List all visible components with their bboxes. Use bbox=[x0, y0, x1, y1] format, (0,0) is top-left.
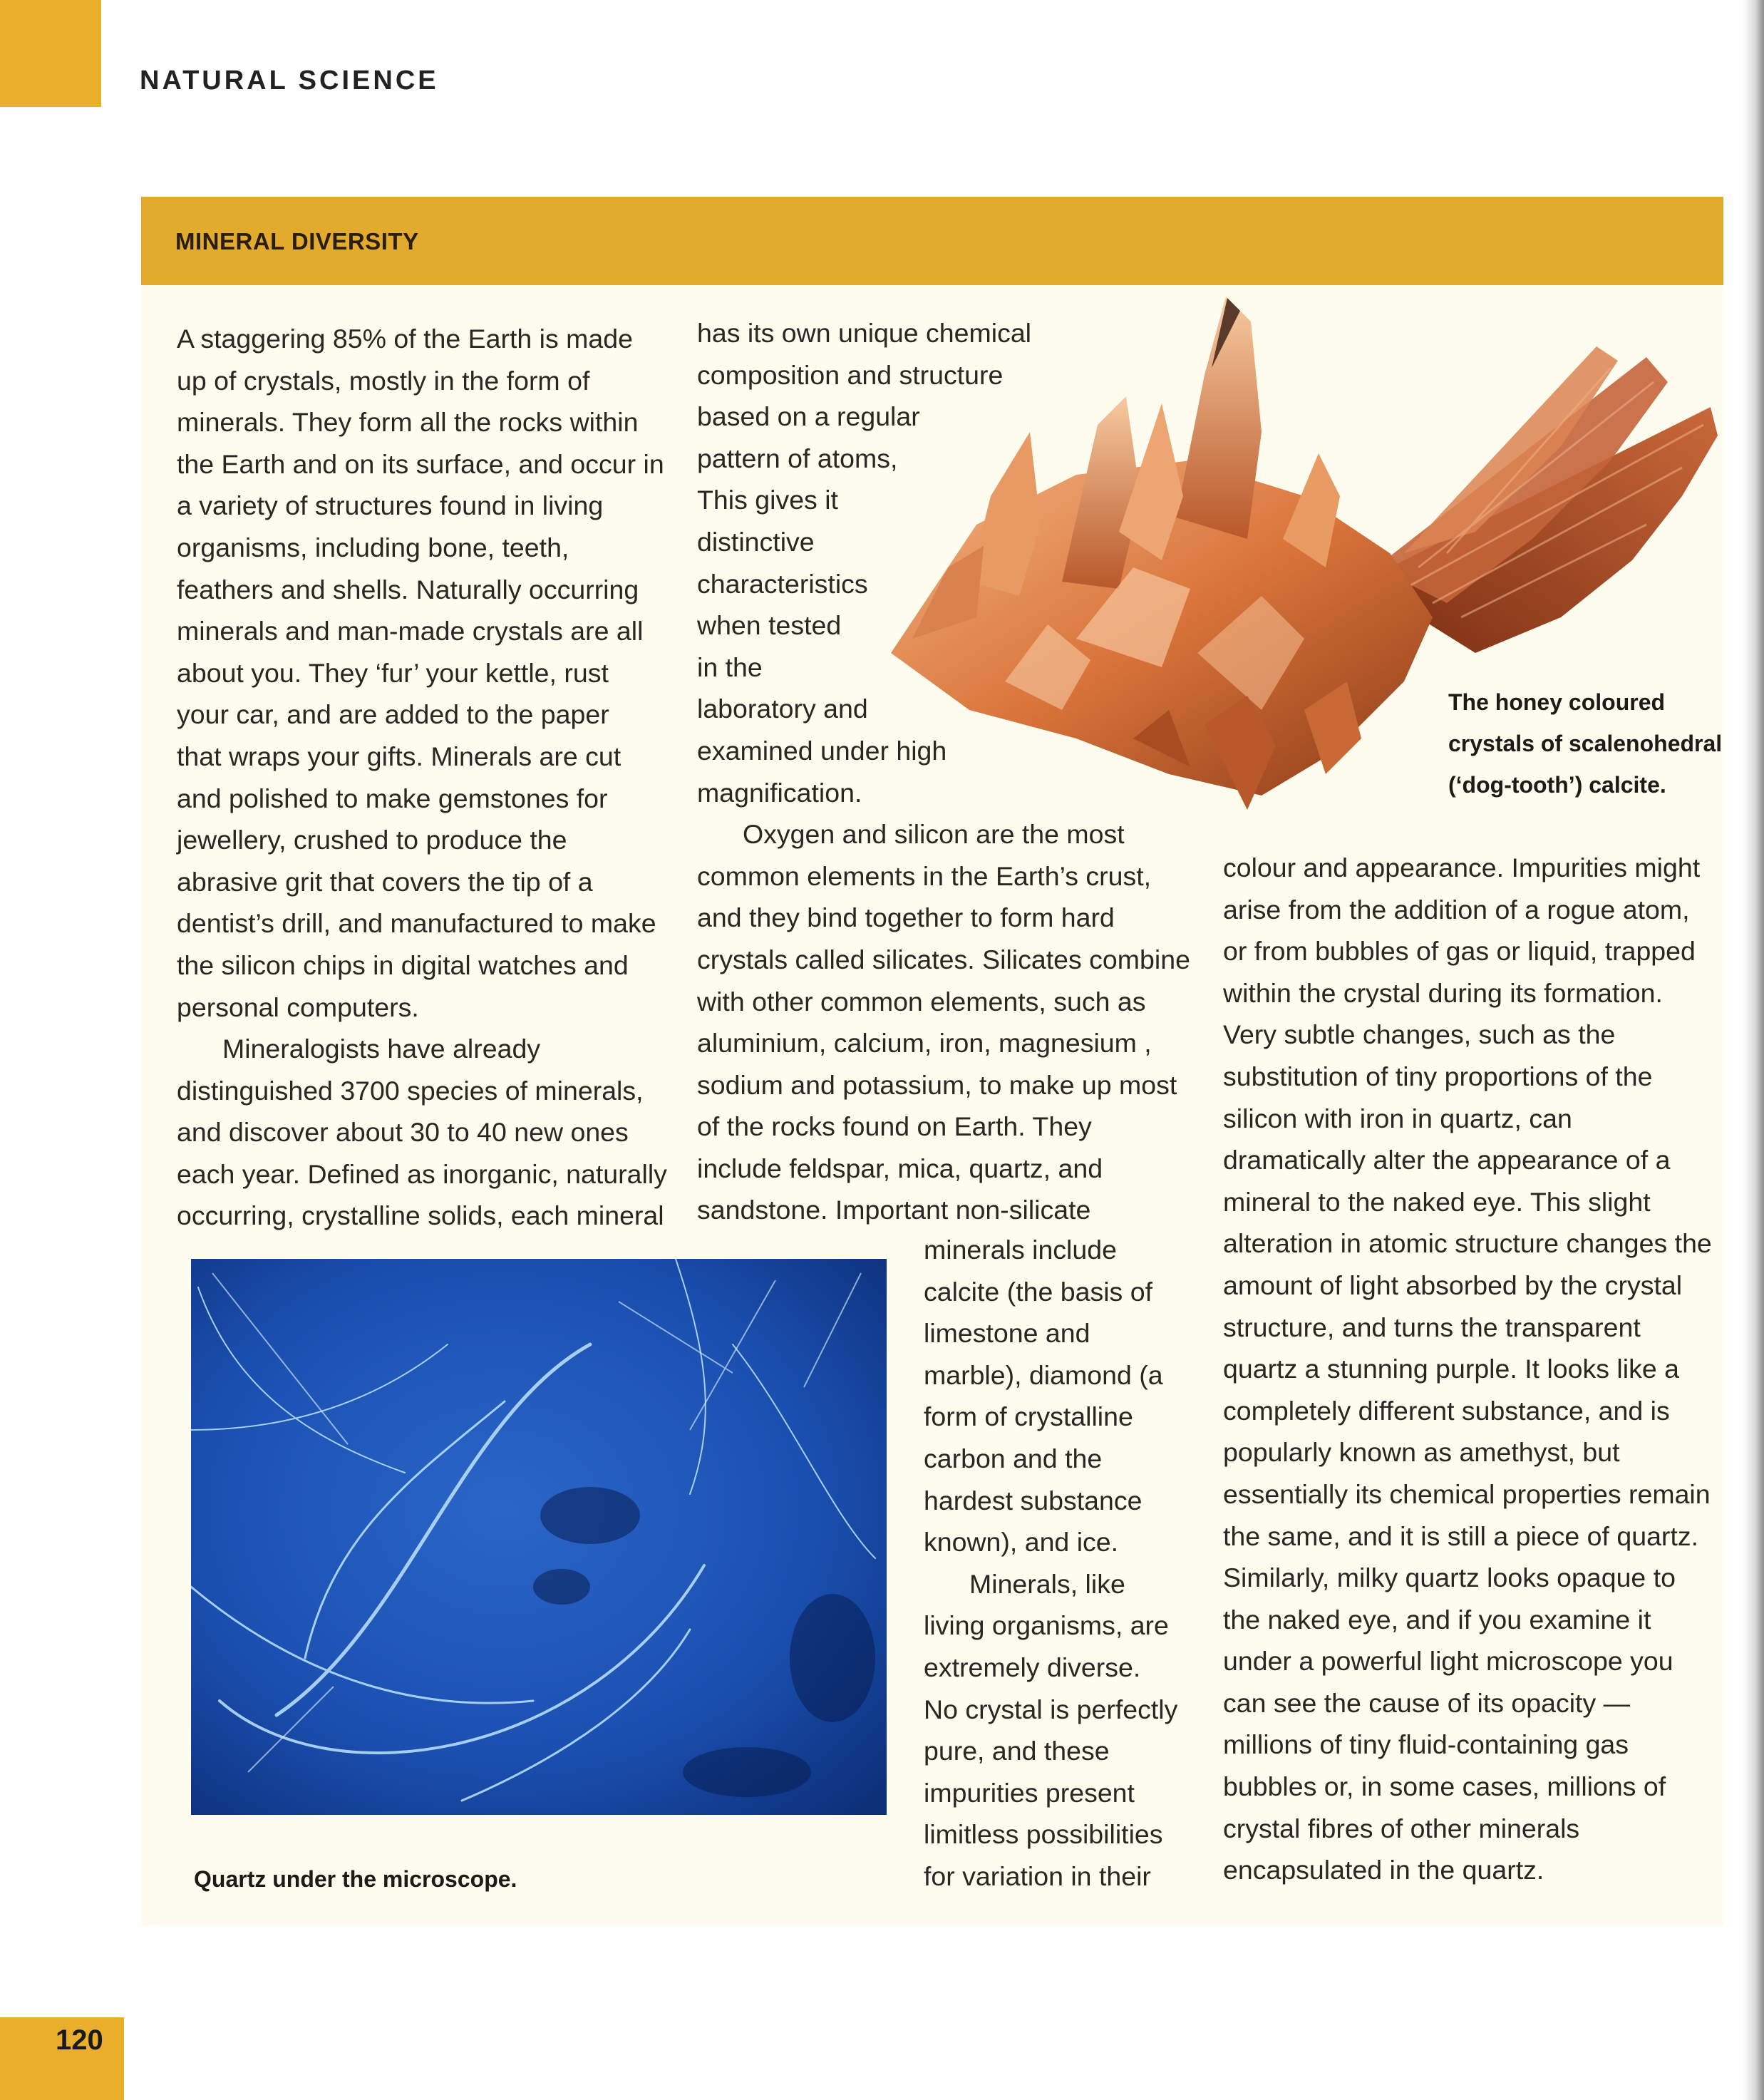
text-line: within the crystal during its formation. bbox=[1223, 977, 1663, 1008]
text-line: millions of tiny fluid-containing gas bbox=[1223, 1729, 1629, 1760]
text-line: amount of light absorbed by the crystal bbox=[1223, 1270, 1683, 1300]
text-line: that wraps your gifts. Minerals are cut bbox=[177, 741, 621, 771]
text-line: sodium and potassium, to make up most bbox=[697, 1069, 1177, 1100]
text-line: or from bubbles of gas or liquid, trapped bbox=[1223, 936, 1696, 967]
text-line: mineral to the naked eye. This slight bbox=[1223, 1186, 1651, 1217]
text-line: pattern of atoms, bbox=[697, 443, 898, 473]
text-line: the same, and it is still a piece of quartz. bbox=[1223, 1520, 1698, 1551]
text-line: for variation in their bbox=[924, 1860, 1151, 1891]
text-line: form of crystalline bbox=[924, 1401, 1133, 1432]
text-line: popularly known as amethyst, but bbox=[1223, 1437, 1620, 1468]
text-line: include feldspar, mica, quartz, and bbox=[697, 1153, 1103, 1183]
text-line: bubbles or, in some cases, millions of bbox=[1223, 1771, 1666, 1802]
text-line: aluminium, calcium, iron, magnesium , bbox=[697, 1028, 1152, 1059]
text-line: your car, and are added to the paper bbox=[177, 699, 609, 730]
text-line: distinguished 3700 species of minerals, bbox=[177, 1075, 644, 1106]
text-line: marble), diamond (a bbox=[924, 1359, 1163, 1390]
text-line: Minerals, like bbox=[969, 1568, 1125, 1599]
text-line: a variety of structures found in living bbox=[177, 490, 604, 521]
text-line: has its own unique chemical bbox=[697, 318, 1032, 348]
text-line: occurring, crystalline solids, each mineral bbox=[177, 1200, 664, 1231]
box-banner bbox=[141, 197, 1723, 285]
text-line: characteristics bbox=[697, 568, 868, 599]
caption-line: The honey coloured bbox=[1448, 689, 1666, 715]
text-line: Similarly, milky quartz looks opaque to bbox=[1223, 1563, 1676, 1593]
box-title: MINERAL DIVERSITY bbox=[175, 228, 419, 254]
text-line: limitless possibilities bbox=[924, 1819, 1163, 1850]
text-line: dentist’s drill, and manufactured to make bbox=[177, 908, 656, 939]
text-line: common elements in the Earth’s crust, bbox=[697, 860, 1152, 891]
text-line: organisms, including bone, teeth, bbox=[177, 532, 569, 562]
text-line: colour and appearance. Impurities might bbox=[1223, 853, 1701, 882]
text-line: each year. Defined as inorganic, naturally bbox=[177, 1158, 667, 1189]
text-line: hardest substance bbox=[924, 1485, 1143, 1515]
page-edge bbox=[1743, 0, 1764, 2100]
text-line: in the bbox=[697, 652, 763, 682]
text-line: This gives it bbox=[697, 485, 838, 515]
text-line: Mineralogists have already bbox=[222, 1034, 541, 1064]
text-line: composition and structure bbox=[697, 359, 1004, 390]
text-line: minerals and man-made crystals are all bbox=[177, 616, 644, 647]
text-line: based on a regular bbox=[697, 401, 920, 432]
text-line: under a powerful light microscope you bbox=[1223, 1646, 1673, 1677]
text-line: up of crystals, mostly in the form of bbox=[177, 365, 590, 396]
text-line: sandstone. Important non-silicate bbox=[697, 1195, 1091, 1225]
text-line: the Earth and on its surface, and occur in bbox=[177, 448, 664, 479]
text-line: distinctive bbox=[697, 526, 815, 557]
text-line: limestone and bbox=[924, 1318, 1090, 1349]
text-line: quartz a stunning purple. It looks like a bbox=[1223, 1354, 1679, 1384]
text-line: and discover about 30 to 40 new ones bbox=[177, 1117, 629, 1148]
text-line: about you. They ‘fur’ your kettle, rust bbox=[177, 657, 609, 688]
column-1 bbox=[177, 318, 667, 1237]
text-line: substitution of tiny proportions of the bbox=[1223, 1061, 1653, 1091]
text-line: silicon with iron in quartz, can bbox=[1223, 1103, 1572, 1133]
caption-line: crystals of scalenohedral bbox=[1448, 731, 1723, 756]
text-line: magnification. bbox=[697, 777, 862, 808]
text-line: dramatically alter the appearance of a bbox=[1223, 1145, 1671, 1175]
text-line: of the rocks found on Earth. They bbox=[697, 1111, 1092, 1142]
column-3 bbox=[1223, 847, 1712, 1891]
text-line: structure, and turns the transparent bbox=[1223, 1312, 1641, 1342]
text-line: Oxygen and silicon are the most bbox=[743, 819, 1125, 850]
text-line: laboratory and bbox=[697, 694, 868, 724]
text-line: encapsulated in the quartz. bbox=[1223, 1855, 1544, 1885]
running-head: NATURAL SCIENCE bbox=[140, 66, 439, 96]
text-line: impurities present bbox=[924, 1777, 1135, 1808]
text-line: No crystal is perfectly bbox=[924, 1694, 1178, 1724]
text-line: alteration in atomic structure changes the bbox=[1223, 1228, 1712, 1259]
text-line: when tested bbox=[697, 610, 842, 641]
text-line: crystal fibres of other minerals bbox=[1223, 1813, 1580, 1843]
text-line: minerals. They form all the rocks within bbox=[177, 407, 639, 438]
text-line: extremely diverse. bbox=[924, 1652, 1141, 1682]
page-number: 120 bbox=[56, 2024, 103, 2056]
column-2-lower bbox=[924, 1229, 1177, 1898]
text-line: pure, and these bbox=[924, 1736, 1110, 1766]
text-line: and they bind together to form hard bbox=[697, 902, 1115, 933]
quartz-microscope-image bbox=[191, 1259, 887, 1815]
text-line: abrasive grit that covers the tip of a bbox=[177, 866, 593, 897]
text-line: A staggering 85% of the Earth is made bbox=[177, 324, 633, 354]
quartz-caption: Quartz under the microscope. bbox=[194, 1866, 517, 1892]
text-line: the silicon chips in digital watches and bbox=[177, 949, 629, 980]
text-line: jewellery, crushed to produce the bbox=[177, 825, 567, 855]
text-line: known), and ice. bbox=[924, 1527, 1119, 1558]
text-line: completely different substance, and is bbox=[1223, 1395, 1670, 1426]
text-line: with other common elements, such as bbox=[697, 986, 1146, 1016]
text-line: personal computers. bbox=[177, 992, 419, 1022]
text-line: carbon and the bbox=[924, 1443, 1103, 1473]
text-line: crystals called silicates. Silicates combine bbox=[697, 944, 1190, 974]
text-line: arise from the addition of a rogue atom, bbox=[1223, 894, 1690, 925]
text-line: the naked eye, and if you examine it bbox=[1223, 1604, 1651, 1635]
text-line: and polished to make gemstones for bbox=[177, 783, 608, 813]
text-line: feathers and shells. Naturally occurring bbox=[177, 574, 639, 604]
text-line: essentially its chemical properties remain bbox=[1223, 1478, 1711, 1509]
text-line: Very subtle changes, such as the bbox=[1223, 1019, 1616, 1050]
corner-tab bbox=[0, 0, 101, 107]
text-line: minerals include bbox=[924, 1235, 1117, 1265]
crystal-caption bbox=[1448, 681, 1722, 805]
text-line: can see the cause of its opacity — bbox=[1223, 1687, 1631, 1718]
text-line: examined under high bbox=[697, 735, 947, 766]
caption-line: (‘dog-tooth’) calcite. bbox=[1448, 772, 1666, 798]
text-line: calcite (the basis of bbox=[924, 1276, 1152, 1307]
text-line: living organisms, are bbox=[924, 1610, 1169, 1641]
